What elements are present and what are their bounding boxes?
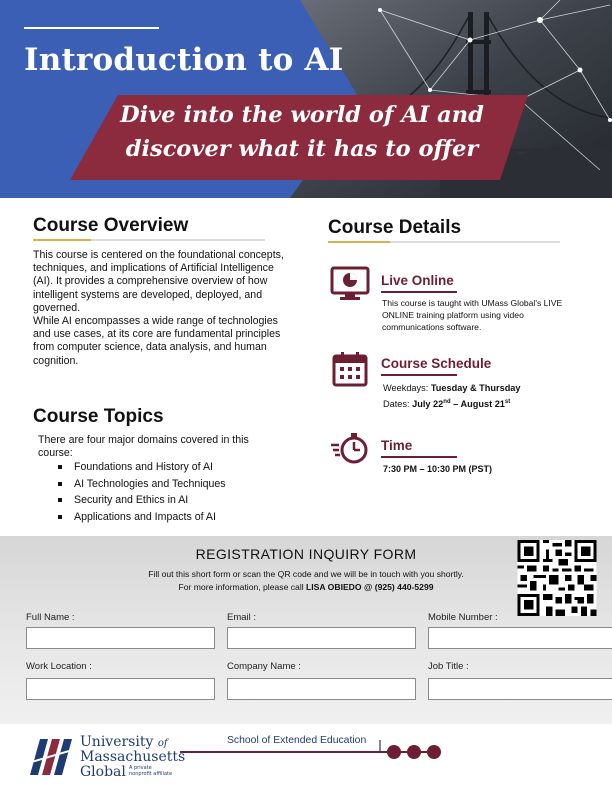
live-online-title: Live Online xyxy=(381,273,454,288)
weekdays-value: Tuesday & Thursday xyxy=(430,383,521,393)
live-online-line: ONLINE training platform using video xyxy=(382,310,524,320)
date-start: July 22 xyxy=(412,399,444,410)
full-name-label: Full Name : xyxy=(26,612,75,623)
overview-rule-accent xyxy=(33,239,91,241)
dates-value xyxy=(412,399,510,409)
calendar-icon xyxy=(332,351,368,387)
tagline-line-1: Dive into the world of AI and xyxy=(120,102,484,128)
overview-line: This course is centered on the foundational concepts, xyxy=(33,249,284,261)
overview-line: While AI encompasses a wide range of technologies xyxy=(33,315,278,328)
weekdays-label: Weekdays: xyxy=(383,383,429,393)
live-online-rule xyxy=(381,291,457,293)
footer-decoration xyxy=(180,740,450,764)
logo-word-3: Global xyxy=(80,764,126,780)
full-name-input[interactable] xyxy=(26,627,215,649)
work-location-label: Work Location : xyxy=(26,661,92,672)
overview-line: from computer science, data analysis, and human xyxy=(33,341,267,354)
overview-line: cognition. xyxy=(33,354,79,367)
tagline-line-2: discover what it has to offer xyxy=(125,136,479,162)
company-name-label: Company Name : xyxy=(227,661,301,672)
email-input[interactable] xyxy=(227,627,416,649)
date-start-suffix: nd xyxy=(443,399,451,405)
overview-line: (AI). It provides a comprehensive overview of how xyxy=(33,275,268,288)
logo-university: University xyxy=(80,734,154,750)
date-end-suffix: st xyxy=(504,399,511,405)
mobile-number-label: Mobile Number : xyxy=(428,612,498,623)
topics-list xyxy=(56,461,226,527)
school-name: School of Extended Education xyxy=(227,735,367,746)
live-online-description xyxy=(382,297,607,333)
list-item: Security and Ethics in AI xyxy=(56,494,226,511)
page-title: Introduction to AI xyxy=(24,42,344,78)
work-location-input[interactable] xyxy=(26,678,215,700)
overview-line: techniques, and implications of Artificial Intelligence xyxy=(33,262,274,275)
hero-banner xyxy=(0,0,612,198)
live-online-line: This course is taught with UMass Global's LIVE xyxy=(382,298,563,308)
overview-line: governed. xyxy=(33,301,81,314)
presentation-monitor-icon xyxy=(330,266,370,302)
logo-affiliate-line: A private xyxy=(129,765,152,771)
topics-heading: Course Topics xyxy=(33,406,164,427)
qr-code[interactable] xyxy=(517,540,597,616)
form-instructions: Fill out this short form or scan the QR code and we will be in touch with you shortly. xyxy=(148,569,464,579)
job-title-input[interactable] xyxy=(428,678,612,700)
logo-of: of xyxy=(157,738,168,749)
date-end: August 21 xyxy=(460,399,505,410)
overview-body xyxy=(33,249,303,368)
tagline xyxy=(102,98,502,166)
company-name-input[interactable] xyxy=(227,678,416,700)
schedule-title: Course Schedule xyxy=(381,356,492,371)
overview-line: intelligent systems are developed, deployed, and xyxy=(33,288,263,301)
schedule-weekdays xyxy=(383,381,521,395)
overview-line: and use cases, at its core are fundamental principles xyxy=(33,328,281,341)
topics-intro-line: There are four major domains covered in this xyxy=(38,434,249,446)
stopwatch-icon xyxy=(330,431,370,465)
topics-intro xyxy=(38,434,298,460)
logo-word-2: Massachusetts xyxy=(80,749,186,765)
details-heading: Course Details xyxy=(328,217,462,238)
time-rule xyxy=(381,456,457,458)
logo-affiliate-line: nonprofit affiliate xyxy=(129,771,173,777)
contact-prefix: For more information, please call xyxy=(178,582,307,592)
details-rule-accent xyxy=(328,241,390,243)
umass-global-logo xyxy=(28,732,188,782)
live-online-line: communications software. xyxy=(382,322,482,332)
mobile-number-input[interactable] xyxy=(428,627,612,649)
contact-person: LISA OBIEDO @ (925) 440-5299 xyxy=(306,582,434,592)
time-value: 7:30 PM – 10:30 PM (PST) xyxy=(383,464,493,474)
schedule-details xyxy=(383,381,521,411)
list-item: Applications and Impacts of AI xyxy=(56,511,226,528)
job-title-label: Job Title : xyxy=(428,661,469,672)
time-title: Time xyxy=(381,438,413,453)
form-title: REGISTRATION INQUIRY FORM xyxy=(195,546,417,562)
logo-affiliate xyxy=(129,765,172,777)
dates-label: Dates: xyxy=(383,399,410,410)
date-separator: – xyxy=(450,399,461,410)
email-label: Email : xyxy=(227,612,257,623)
schedule-rule xyxy=(381,374,457,376)
schedule-dates xyxy=(383,395,521,411)
overview-heading: Course Overview xyxy=(33,215,189,236)
list-item: AI Technologies and Techniques xyxy=(56,478,226,495)
logo-mark-icon xyxy=(28,735,76,777)
topics-intro-line: course: xyxy=(38,447,73,460)
logo-word-1 xyxy=(80,734,168,750)
list-item: Foundations and History of AI xyxy=(56,461,226,478)
